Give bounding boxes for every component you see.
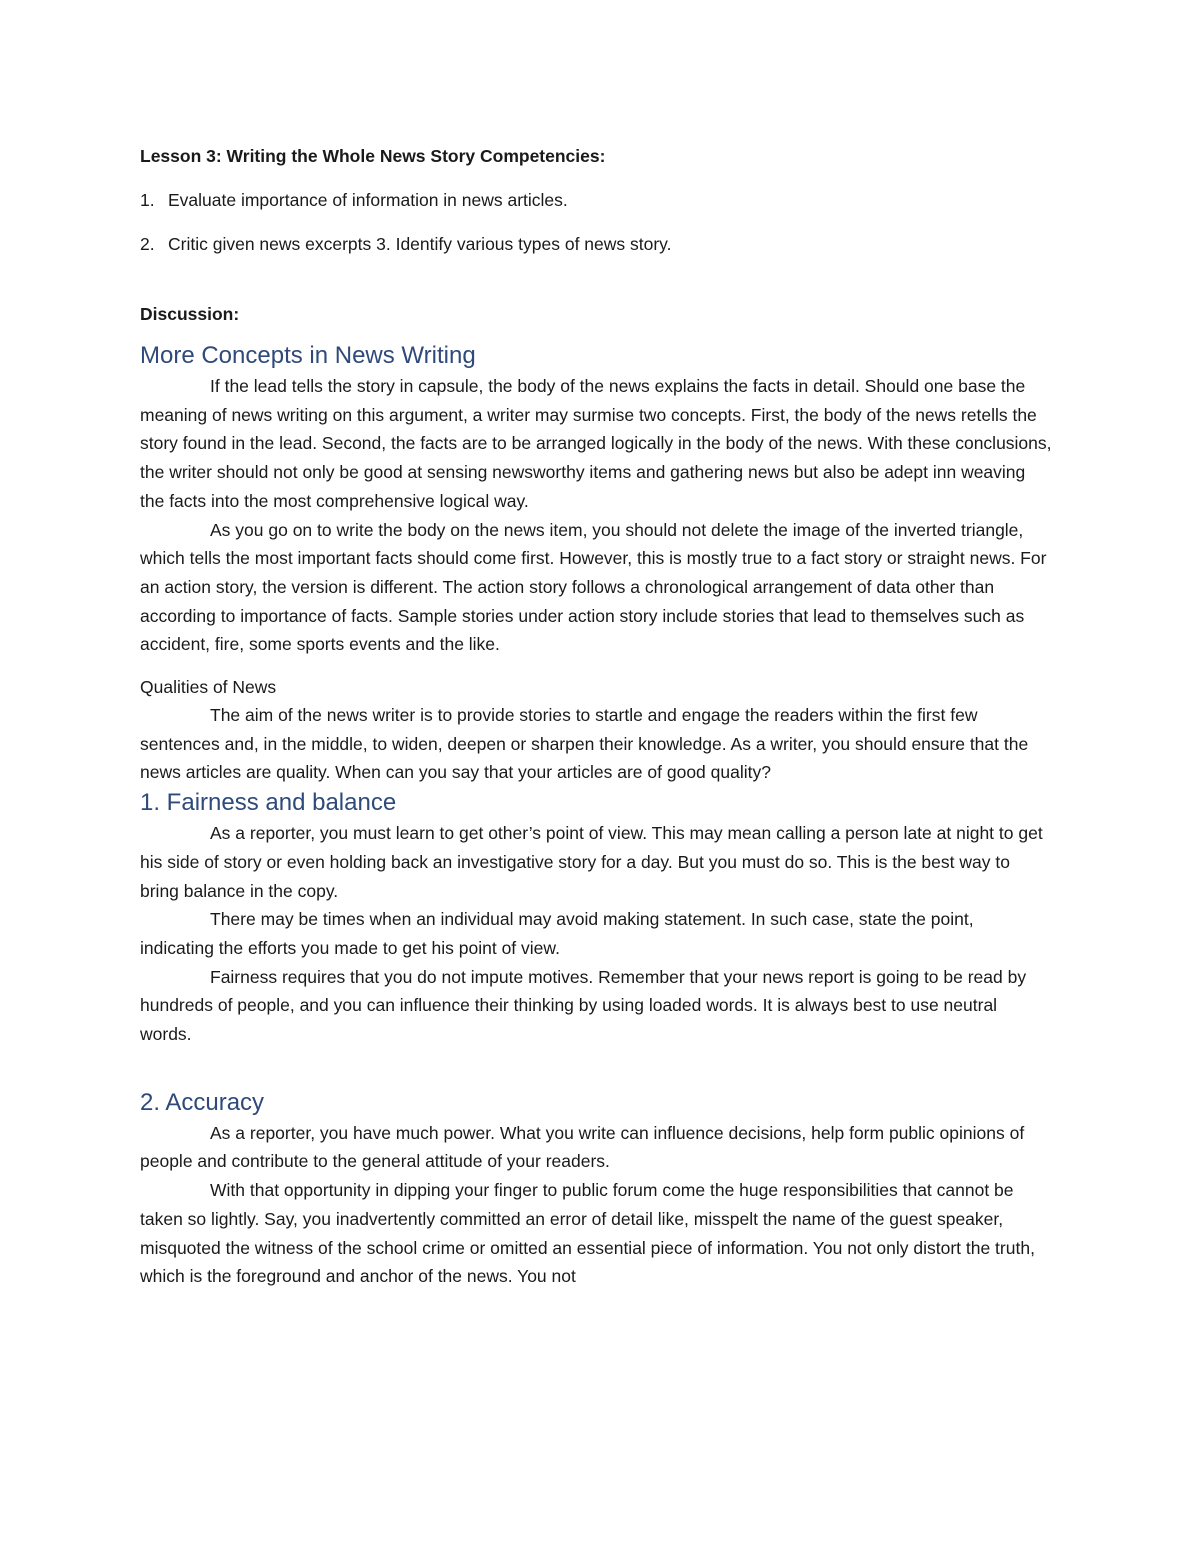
list-number: 2. <box>140 234 155 254</box>
lesson-title: Lesson 3: Writing the Whole News Story Competencies: <box>140 146 606 166</box>
paragraph: As a reporter, you have much power. What you write can influence decisions, help form public opinions of people and contribute to the general attitude of your readers. <box>140 1122 1025 1172</box>
section-heading-concepts: More Concepts in News Writing <box>140 342 476 369</box>
competency-list <box>140 186 1052 258</box>
paragraph: There may be times when an individual may avoid making statement. In such case, state the point, indicating the efforts you made to get his point of view. <box>140 909 974 958</box>
document-body <box>140 142 1052 1291</box>
list-item-text: Critic given news excerpts 3. Identify various types of news story. <box>168 234 672 254</box>
list-item <box>140 230 1052 258</box>
section-heading-accuracy: 2. Accuracy <box>140 1088 265 1116</box>
paragraph: As you go on to write the body on the news item, you should not delete the image of the inverted triangle, which tells the most important facts should come first. However, this is mostly true to a fact story or straight news. For an action story, the version is different. The action story follows a chronological arrangement of data other than according to importance of facts. Sample stories under action story include stories that lead to themselves such as accident, fire, some sports events and the like. <box>140 519 1047 655</box>
list-item-text: Evaluate importance of information in news articles. <box>168 190 568 210</box>
list-item <box>140 186 1052 214</box>
discussion-label: Discussion: <box>140 304 240 324</box>
paragraph: With that opportunity in dipping your finger to public forum come the huge responsibilities that cannot be taken so lightly. Say, you inadvertently committed an error of detail like, misspelt the name of the guest speaker, misquoted the witness of the school crime or omitted an essential piece of information. You not only distort the truth, which is the foreground and anchor of the news. You not <box>140 1180 1035 1287</box>
paragraph: Fairness requires that you do not impute motives. Remember that your news report is going to be read by hundreds of people, and you can influence their thinking by using loaded words. It is always best to use neutral words. <box>140 966 1027 1045</box>
list-number: 1. <box>140 190 155 210</box>
qualities-subheading: Qualities of News <box>140 677 277 698</box>
paragraph: The aim of the news writer is to provide stories to startle and engage the readers within the first few sentences and, in the middle, to widen, deepen or sharpen their knowledge. As a writer, you should ensure that the news articles are quality. When can you say that your articles are of good quality? <box>140 705 1029 783</box>
paragraph: If the lead tells the story in capsule, the body of the news explains the facts in detail. Should one base the meaning of news writing on this argument, a writer may surmise two concepts. First, the body of the news retells the story found in the lead. Second, the facts are to be arranged logically in the body of the news. With these conclusions, the writer should not only be good at sensing newsworthy items and gathering news but also be adept inn weaving the facts into the most comprehensive logical way. <box>140 376 1052 511</box>
section-heading-fairness: 1. Fairness and balance <box>140 789 397 817</box>
paragraph: As a reporter, you must learn to get other’s point of view. This may mean calling a person late at night to get his side of story or even holding back an investigative story for a day. But you must do so. This is the best way to bring balance in the copy. <box>140 823 1043 901</box>
